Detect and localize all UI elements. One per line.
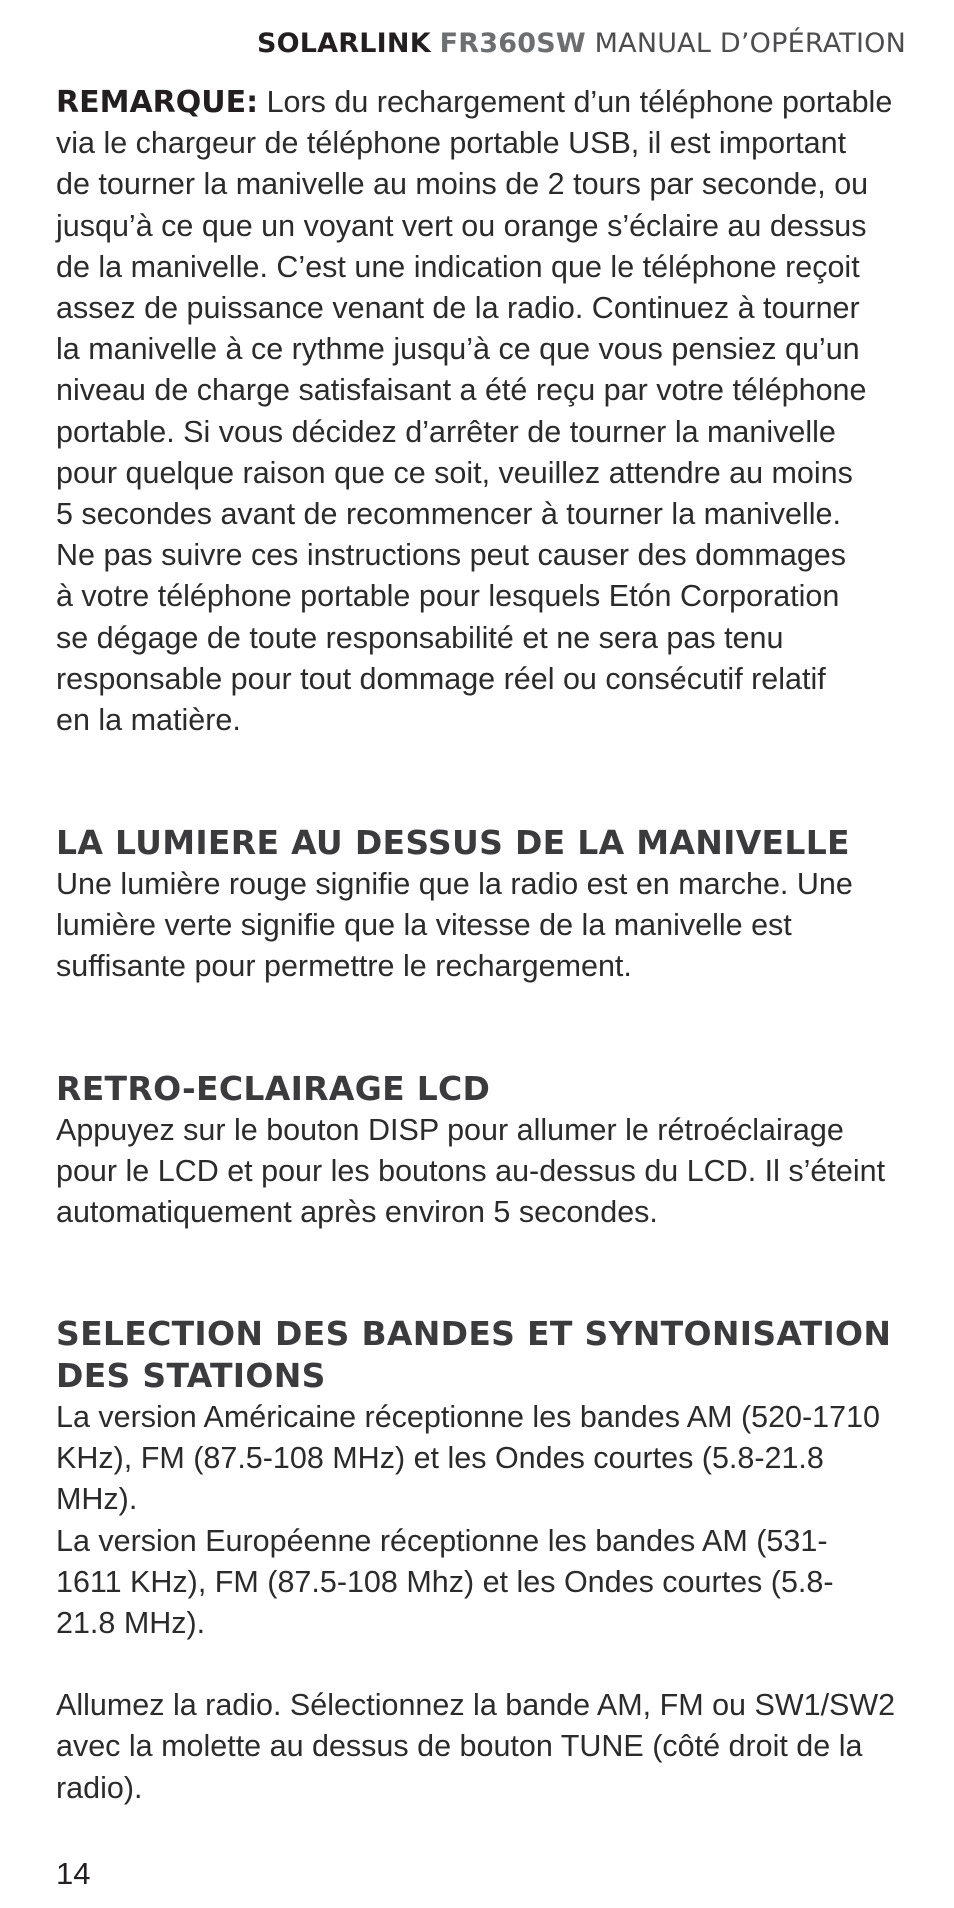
remark-line: de la manivelle. C’est une indication que le téléphone reçoit — [56, 249, 860, 284]
remark-line: de tourner la manivelle au moins de 2 tours par seconde, ou — [56, 167, 869, 202]
page-number: 14 — [56, 1856, 91, 1891]
header-model: FR360SW — [439, 28, 586, 59]
section-heading: LA LUMIERE AU DESSUS DE LA MANIVELLE — [56, 823, 850, 862]
section-paragraph: La version Américaine réceptionne les bandes AM (520-1710 KHz), FM (87.5-108 MHz) et les Ondes courtes (5.8-21.8 MHz). La version Européenne réceptionne les bandes AM (531- 1611 KHz), FM (87.5-108 Mhz) et les Ondes courtes (5.8- 21.8 MHz). — [56, 1400, 881, 1641]
section-paragraph: Appuyez sur le bouton DISP pour allumer le rétroéclairage pour le LCD et pour les boutons au-dessus du LCD. Il s’éteint automatiquement après environ 5 secondes. — [56, 1113, 886, 1230]
section-lcd-backlight — [56, 1068, 916, 1234]
remark-line: assez de puissance venant de la radio. Continuez à tourner — [56, 291, 860, 326]
remark-line: portable. Si vous décidez d’arrêter de tourner la manivelle — [56, 414, 836, 449]
section-paragraph: Allumez la radio. Sélectionnez la bande AM, FM ou SW1/SW2 avec la molette au dessus de bouton TUNE (côté droit de la radio). — [56, 1688, 896, 1805]
section-band-selection — [56, 1313, 916, 1809]
section-crank-light — [56, 822, 916, 988]
remark-line: à votre téléphone portable pour lesquels Etón Corporation — [56, 579, 840, 614]
remark-line: Ne pas suivre ces instructions peut causer des dommages — [56, 538, 846, 573]
section-heading: RETRO-ECLAIRAGE LCD — [56, 1069, 491, 1108]
remark-block — [56, 82, 916, 741]
remark-label: REMARQUE: — [56, 85, 259, 120]
remark-line: la manivelle à ce rythme jusqu’à ce que vous pensiez qu’un — [56, 332, 860, 367]
remark-line: responsable pour tout dommage réel ou consécutif relatif — [56, 661, 826, 696]
remark-line: via le chargeur de téléphone portable USB, il est important — [56, 126, 847, 161]
section-paragraph: Une lumière rouge signifie que la radio est en marche. Une lumière verte signifie que la vitesse de la manivelle est suffisante pour permettre le rechargement. — [56, 867, 853, 984]
header-doc-title: MANUAL D’OPÉRATION — [594, 28, 906, 59]
remark-line: jusqu’à ce que un voyant vert ou orange s’éclaire au dessus — [56, 208, 867, 243]
remark-line: niveau de charge satisfaisant a été reçu par votre téléphone — [56, 373, 867, 408]
remark-line: en la matière. — [56, 703, 241, 738]
remark-paragraph — [56, 82, 916, 741]
remark-line: se dégage de toute responsabilité et ne sera pas tenu — [56, 620, 784, 655]
section-heading: SELECTION DES BANDES ET SYNTONISATION DES STATIONS — [56, 1314, 892, 1395]
remark-line: 5 secondes avant de recommencer à tourner la manivelle. — [56, 497, 841, 532]
header-brand: SOLARLINK — [256, 28, 431, 59]
remark-line: pour quelque raison que ce soit, veuillez attendre au moins — [56, 455, 853, 490]
page-header — [257, 26, 906, 62]
remark-line: REMARQUE: Lors du rechargement d’un téléphone portable — [56, 85, 893, 120]
